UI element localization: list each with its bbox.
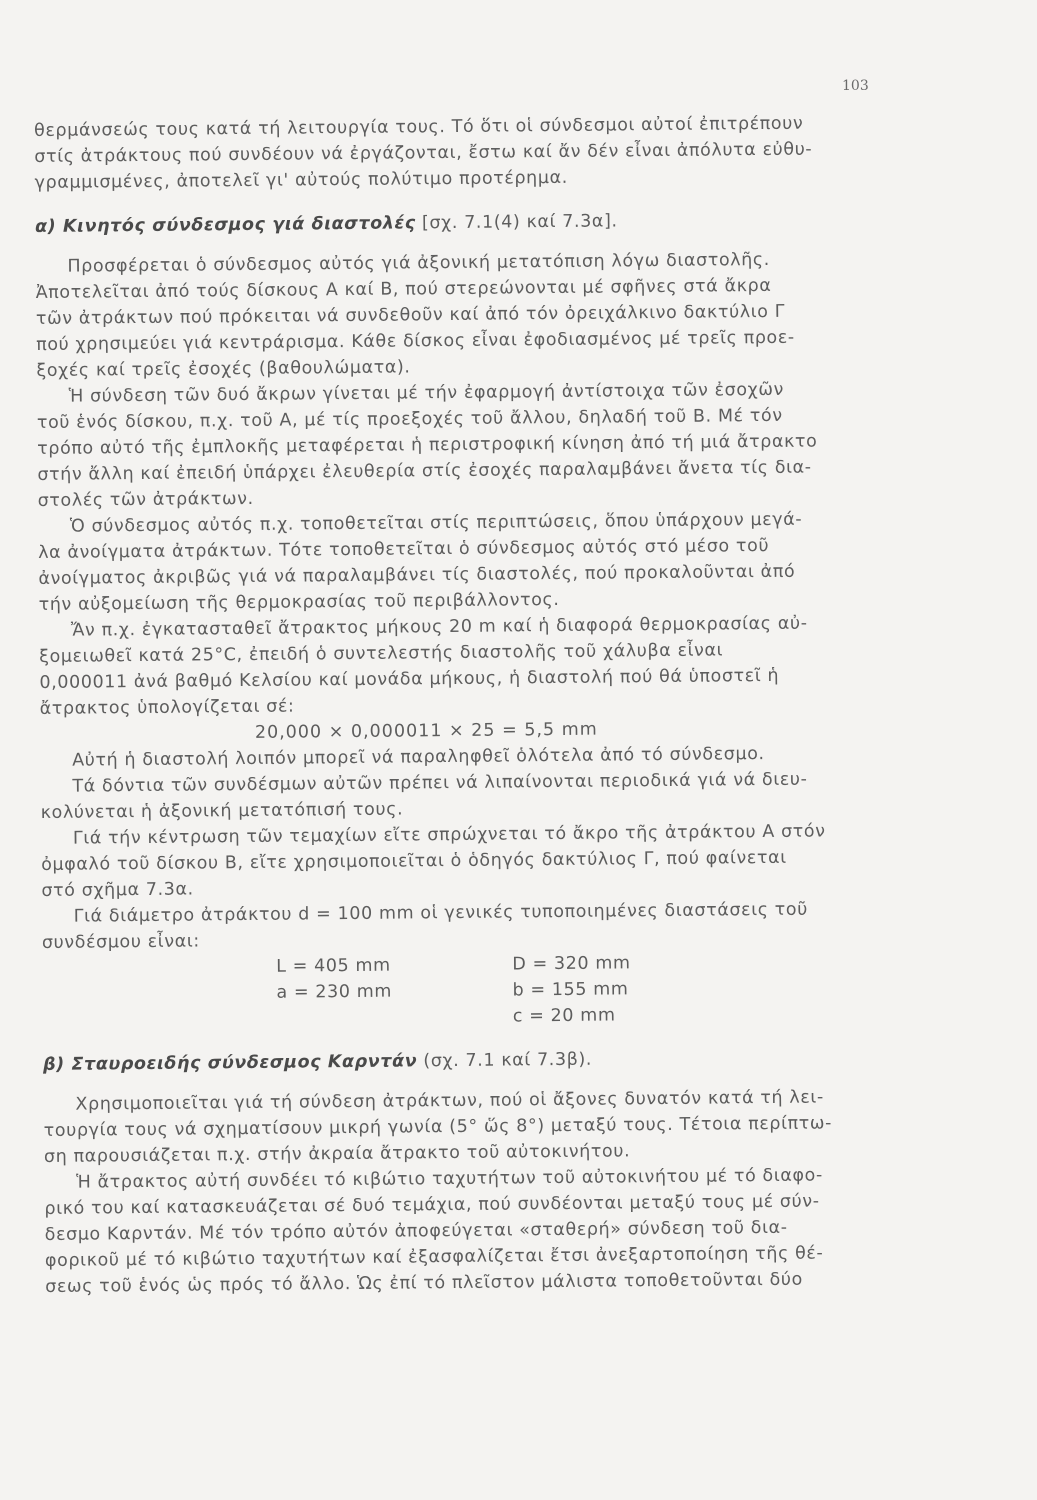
text-line: ση παρουσιάζεται π.χ. στήν ἀκραία ἄτρακτο τοῦ αὐτοκινήτου. xyxy=(43,1141,631,1167)
dimension-left xyxy=(43,1022,507,1026)
dimension-right: D = 320 mm xyxy=(512,953,631,975)
text-line: ἀνοίγματος ἀκριβῶς γιά νά παραλαμβάνει τίς διαστολές, πού προκαλοῦνται ἀπό xyxy=(38,561,796,589)
formula: 20,000 × 0,000011 × 25 = 5,5 mm xyxy=(254,719,598,743)
text-line: τοῦ ἑνός δίσκου, π.χ. τοῦ Α, μέ τίς προεξοχές τοῦ ἄλλου, δηλαδή τοῦ Β. Μέ τόν xyxy=(36,405,783,433)
dimension-right: c = 20 mm xyxy=(512,1005,616,1027)
dimension-right: b = 155 mm xyxy=(512,979,629,1001)
text-line: φορικοῦ μέ τό κιβώτιο ταχυτήτων καί ἐξασφαλίζεται ἔτσι ἀνεξαρτοποίηση τῆς θέ- xyxy=(44,1243,824,1271)
text-line: λα ἀνοίγματα ἀτράκτων. Τότε τοποθετεῖται ὁ σύνδεσμος αὐτός στό μέσο τοῦ xyxy=(38,535,770,563)
text-line: τουργία τους νά σχηματίσουν μικρή γωνία (5° ὥς 8°) μεταξύ τους. Τέτοια περίπτω- xyxy=(43,1113,833,1141)
section-heading-b-ref: (σχ. 7.1 καί 7.3β). xyxy=(423,1049,593,1072)
text-line: Γιά τήν κέντρωση τῶν τεμαχίων εἴτε σπρώχνεται τό ἄκρο τῆς ἀτράκτου Α στόν xyxy=(72,821,826,849)
text-line: Ἄν π.χ. ἐγκατασταθεῖ ἄτρακτος μήκους 20 m καί ἡ διαφορά θερμοκρασίας αὐ- xyxy=(70,613,808,641)
text-line: ρικό του καί κατασκευάζεται σέ δυό τεμάχια, πού συνδέονται μεταξύ τους μέ σύν- xyxy=(44,1191,820,1219)
text-line: τῶν ἀτράκτων πού πρόκειται νά συνδεθοῦν καί ἀπό τόν ὀρειχάλκινο δακτύλιο Γ xyxy=(35,301,786,329)
page-number: 103 xyxy=(842,78,869,94)
text-line: γραμμισμένες, ἀποτελεῖ γι' αὐτούς πολύτιμο προτέρημα. xyxy=(34,167,568,193)
text-line: Τά δόντια τῶν συνδέσμων αὐτῶν πρέπει νά λιπαίνονται περιοδικά γιά νά διευ- xyxy=(72,769,808,797)
text-line: Γιά διάμετρο ἀτράκτου d = 100 mm οἱ γενικές τυποποιημένες διαστάσεις τοῦ xyxy=(73,899,808,927)
text-line: Ἡ σύνδεση τῶν δυό ἄκρων γίνεται μέ τήν ἐφαρμογή ἀντίστοιχα τῶν ἐσοχῶν xyxy=(68,379,785,407)
text-line: συνδέσμου εἶναι: xyxy=(41,931,200,953)
text-line: κολύνεται ἡ ἀξονική μετατόπισή τους. xyxy=(40,799,404,823)
text-line: θερμάνσεώς τους κατά τή λειτουργία τους. Τό ὅτι οἱ σύνδεσμοι αὐτοί ἐπιτρέπουν xyxy=(34,113,804,141)
section-heading-a-ref: [σχ. 7.1(4) καί 7.3α]. xyxy=(421,211,618,234)
text-line: Ὁ σύνδεσμος αὐτός π.χ. τοποθετεῖται στίς περιπτώσεις, ὅπου ὑπάρχουν μεγά- xyxy=(69,509,803,537)
text-line: στίς ἀτράκτους πού συνδέουν νά ἐργάζονται, ἔστω καί ἄν δέν εἶναι ἀπόλυτα εὐθυ- xyxy=(34,139,813,167)
dimension-left: a = 230 mm xyxy=(276,981,393,1003)
text-line: 0,000011 ἀνά βαθμό Κελσίου καί μονάδα μήκους, ἡ διαστολή πού θά ὑποστεῖ ἡ xyxy=(39,665,780,693)
text-line: τήν αὐξομείωση τῆς θερμοκρασίας τοῦ περιβάλλοντος. xyxy=(38,589,560,615)
text-line: ξομειωθεῖ κατά 25°C, ἐπειδή ὁ συντελεστής διαστολῆς τοῦ χάλυβα εἶναι xyxy=(39,640,724,667)
text-line: ἄτρακτος ὑπολογίζεται σέ: xyxy=(39,696,295,719)
text-line: πού χρησιμεύει γιά κεντράρισμα. Κάθε δίσκος εἶναι ἐφοδιασμένος μέ τρεῖς προε- xyxy=(36,327,795,355)
section-heading-a-label: α) Κινητός σύνδεσμος γιά διαστολές xyxy=(34,213,416,237)
text-line: ξοχές καί τρεῖς ἐσοχές (βαθουλώματα). xyxy=(36,357,411,381)
text-line: ὀμφαλό τοῦ δίσκου Β, εἴτε χρησιμοποιεῖται ὁ ὁδηγός δακτύλιος Γ, πού φαίνεται xyxy=(41,847,787,875)
text-line: Αὐτή ἡ διαστολή λοιπόν μπορεῖ νά παραληφθεῖ ὁλότελα ἀπό τό σύνδεσμο. xyxy=(72,744,765,771)
text-line: Ἡ ἄτρακτος αὐτή συνδέει τό κιβώτιο ταχυτήτων τοῦ αὐτοκινήτου μέ τό διαφο- xyxy=(76,1165,823,1193)
text-line: Ἀποτελεῖται ἀπό τούς δίσκους Α καί Β, πού στερεώνονται μέ σφῆνες στά ἄκρα xyxy=(35,275,772,303)
text-line: σεως τοῦ ἑνός ὡς πρός τό ἄλλο. Ὡς ἐπί τό πλεῖστον μάλιστα τοποθετοῦνται δύο xyxy=(45,1269,803,1297)
text-line: Χρησιμοποιεῖται γιά τή σύνδεση ἀτράκτων, πού οἱ ἄξονες δυνατόν κατά τή λει- xyxy=(75,1087,824,1115)
body-text xyxy=(34,110,895,1300)
text-line: Προσφέρεται ὁ σύνδεσμος αὐτός γιά ἀξονική μετατόπιση λόγω διαστολῆς. xyxy=(67,249,770,277)
text-line: τρόπο αὐτό τῆς ἐμπλοκῆς μεταφέρεται ἡ περιστροφική κίνηση ἀπό τή μιά ἄτρακτο xyxy=(37,431,818,459)
text-line: στό σχῆμα 7.3α. xyxy=(41,879,194,901)
section-heading-b-label: β) Σταυροειδής σύνδεσμος Καρντάν xyxy=(42,1051,418,1075)
dimension-left: L = 405 mm xyxy=(276,955,391,977)
text-line: στολές τῶν ἀτράκτων. xyxy=(37,488,254,511)
text-line: στήν ἄλλη καί ἐπειδή ὑπάρχει ἐλευθερία στίς ἐσοχές παραλαμβάνει ἄνετα τίς δια- xyxy=(37,457,812,485)
text-line: δεσμο Καρντάν. Μέ τόν τρόπο αὐτόν ἀποφεύγεται «σταθερή» σύνδεση τοῦ δια- xyxy=(44,1217,788,1245)
